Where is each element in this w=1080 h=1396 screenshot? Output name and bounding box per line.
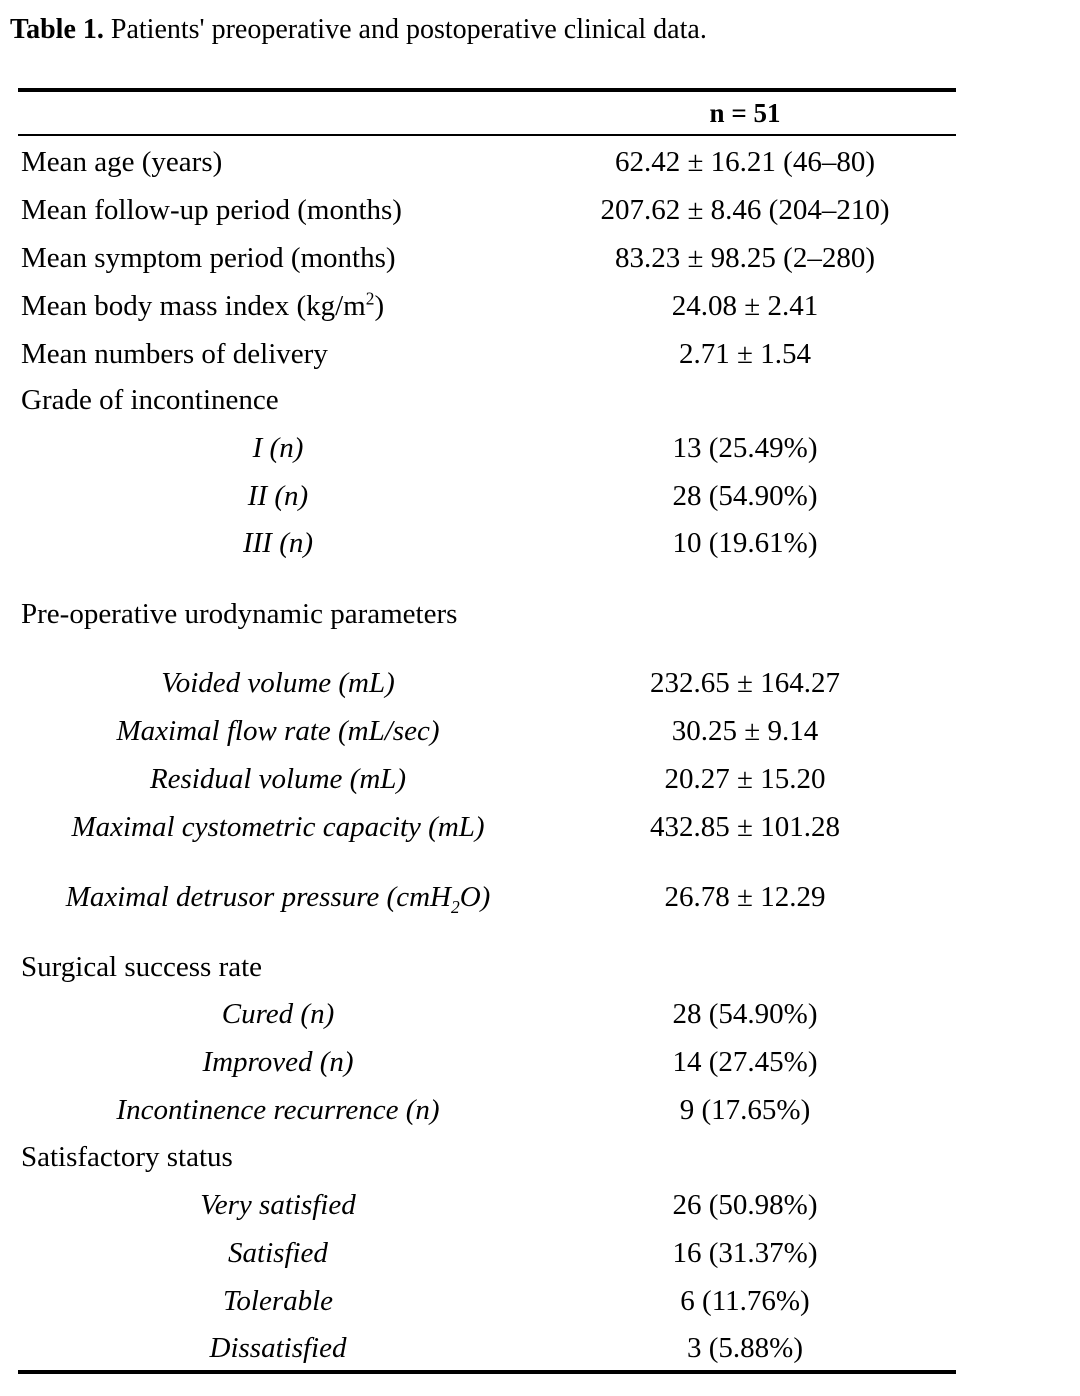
section-heading: Surgical success rate (21, 951, 263, 983)
table-row (18, 142, 956, 182)
row-sublabel: II (n) (247, 480, 309, 512)
table-row (18, 994, 956, 1034)
row-value: 26.78 ± 12.29 (664, 881, 826, 913)
row-sublabel: Residual volume (mL) (149, 763, 407, 795)
table-row (18, 190, 956, 230)
row-value: 24.08 ± 2.41 (671, 290, 819, 322)
table-row (18, 1328, 956, 1368)
row-label: Mean follow-up period (months) (21, 194, 402, 226)
row-value: 28 (54.90%) (672, 998, 818, 1030)
row-sublabel: Voided volume (mL) (161, 667, 395, 699)
caption-text: Patients' preoperative and postoperative clinical data. (110, 14, 707, 45)
row-label-text: Mean body mass index (kg/m (21, 290, 366, 322)
table-bottom-rule (18, 1370, 956, 1374)
row-value: 62.42 ± 16.21 (46–80) (615, 146, 875, 178)
row-sublabel: Maximal flow rate (mL/sec) (116, 715, 440, 747)
section-heading: Pre-operative urodynamic parameters (21, 598, 458, 630)
table-row (18, 428, 956, 468)
row-value: 83.23 ± 98.25 (2–280) (615, 242, 875, 274)
row-label: Mean age (years) (21, 146, 223, 178)
row-sublabel: Satisfied (228, 1237, 328, 1269)
section-heading-row (18, 947, 956, 987)
row-value: 16 (31.37%) (672, 1237, 818, 1269)
table-row (18, 286, 956, 326)
table-row (18, 523, 956, 563)
table-row (18, 711, 956, 751)
row-sublabel (18, 877, 538, 917)
table-row (18, 1281, 956, 1321)
row-sublabel: Cured (n) (221, 998, 335, 1030)
row-value: 3 (5.88%) (687, 1332, 803, 1364)
row-sublabel: Very satisfied (200, 1189, 356, 1221)
row-value: 6 (11.76%) (680, 1285, 810, 1317)
table-row (18, 238, 956, 278)
row-sublabel: Improved (n) (202, 1046, 354, 1078)
table-row (18, 1090, 956, 1130)
section-heading-row (18, 594, 956, 634)
row-label-subscript: 2 (450, 896, 460, 917)
row-value: 2.71 ± 1.54 (679, 338, 811, 370)
table-row (18, 334, 956, 374)
table-row (18, 1233, 956, 1273)
table-top-rule (18, 88, 956, 92)
table-row (18, 759, 956, 799)
row-value: 207.62 ± 8.46 (204–210) (600, 194, 890, 226)
column-header: n = 51 (709, 98, 781, 128)
table-row (18, 1042, 956, 1082)
table-row (18, 877, 956, 917)
row-value: 232.65 ± 164.27 (650, 667, 840, 699)
row-label-text: Maximal detrusor pressure (cmH (65, 881, 451, 913)
section-heading: Satisfactory status (21, 1141, 233, 1173)
row-value: 26 (50.98%) (672, 1189, 818, 1221)
section-heading: Grade of incontinence (21, 384, 279, 416)
table-row (18, 807, 956, 847)
row-sublabel: III (n) (242, 527, 314, 559)
table-row (18, 476, 956, 516)
row-value: 14 (27.45%) (672, 1046, 818, 1078)
table-row (18, 663, 956, 703)
row-value: 9 (17.65%) (679, 1094, 811, 1126)
row-sublabel: Incontinence recurrence (n) (116, 1094, 440, 1126)
row-value: 13 (25.49%) (672, 432, 818, 464)
row-sublabel: Tolerable (222, 1285, 334, 1317)
row-sublabel: Dissatisfied (209, 1332, 347, 1364)
row-label: Mean symptom period (months) (21, 242, 396, 274)
row-label: Mean numbers of delivery (21, 338, 328, 370)
row-value: 10 (19.61%) (672, 527, 818, 559)
table-caption (10, 10, 707, 50)
table-row (18, 1185, 956, 1225)
row-label-text-end: ) (374, 290, 385, 322)
row-sublabel: Maximal cystometric capacity (mL) (71, 811, 485, 843)
row-sublabel: I (n) (252, 432, 304, 464)
row-label-text-end: O) (459, 881, 491, 913)
section-heading-row (18, 380, 956, 420)
row-value: 30.25 ± 9.14 (671, 715, 819, 747)
table-header-rule (18, 134, 956, 136)
row-value: 20.27 ± 15.20 (664, 763, 826, 795)
row-label-superscript: 2 (365, 288, 375, 309)
row-value: 28 (54.90%) (672, 480, 818, 512)
row-value: 432.85 ± 101.28 (650, 811, 840, 843)
caption-label: Table 1. (10, 14, 104, 45)
row-label (21, 286, 384, 326)
section-heading-row (18, 1137, 956, 1177)
